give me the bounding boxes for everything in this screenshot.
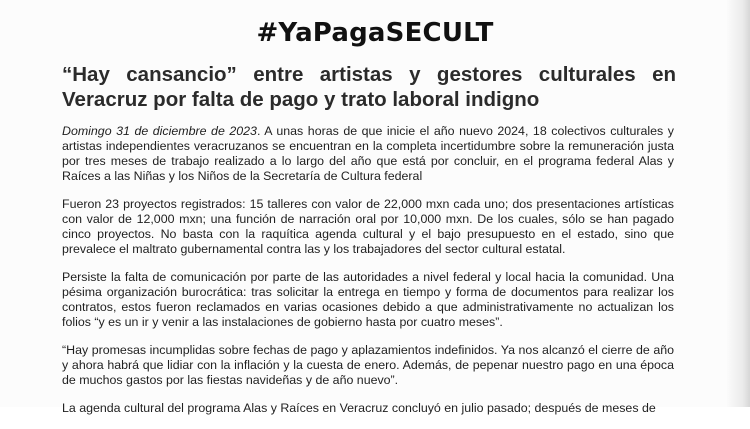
paragraph-5 [62,401,674,416]
paragraph-text: “Hay promesas incumplidas sobre fechas de pago y aplazamientos indefinidos. Ya nos alcanzó el cierre de año y ahora habrá que lidiar con la inflación y la cuesta de enero. Además, de pepenar nuestro pago en una época de muchos gastos por las fiestas navideñas y de año nuevo”. [62,343,674,387]
paragraph-2 [62,197,674,257]
dateline: Domingo 31 de diciembre de 2023 [62,124,257,138]
article-body [62,124,674,429]
paragraph-text: La agenda cultural del programa Alas y Raíces en Veracruz concluyó en julio pasado; después de meses de [62,401,656,415]
paragraph-4 [62,343,674,388]
paragraph-text: Fueron 23 proyectos registrados: 15 talleres con valor de 22,000 mxn cada uno; dos presentaciones artísticas con valor de 12,000 mxn; una función de narración oral por 10,000 mxn. De los cuales, sólo se han pagado cinco proyectos. No basta con la raquítica agenda cultural y el bajo presupuesto en el estado, sino que prevalece el maltrato gubernamental contra las y los trabajadores del sector cultural estatal. [62,197,674,256]
headline: “Hay cansancio” entre artistas y gestores culturales en Veracruz por falta de pago y trato laboral indigno [62,63,676,111]
hashtag-title: #YaPagaSECULT [256,18,494,48]
paragraph-text: . A unas horas de que inicie el año nuevo 2024, 18 colectivos culturales y artistas independientes veracruzanos se encuentran en la completa incertidumbre sobre la remuneración justa por tres meses de trabajo realizado a lo largo del año que está por concluir, en el programa federal Alas y Raíces a las Niñas y los Niños de la Secretaría de Cultura federal [62,124,674,183]
paragraph-text: Persiste la falta de comunicación por parte de las autoridades a nivel federal y local hacia la comunidad. Una pésima organización burocrática: tras solicitar la entrega en tiempo y forma de documentos para realizar los contratos, estos fueron reclamados en varias ocasiones debido a que administrativamente no actualizan los folios “y es un ir y venir a las instalaciones de gobierno hasta por cuatro meses”. [62,270,674,329]
paragraph-3 [62,270,674,330]
page-edge-shadow [726,0,750,407]
paragraph-1 [62,124,674,184]
